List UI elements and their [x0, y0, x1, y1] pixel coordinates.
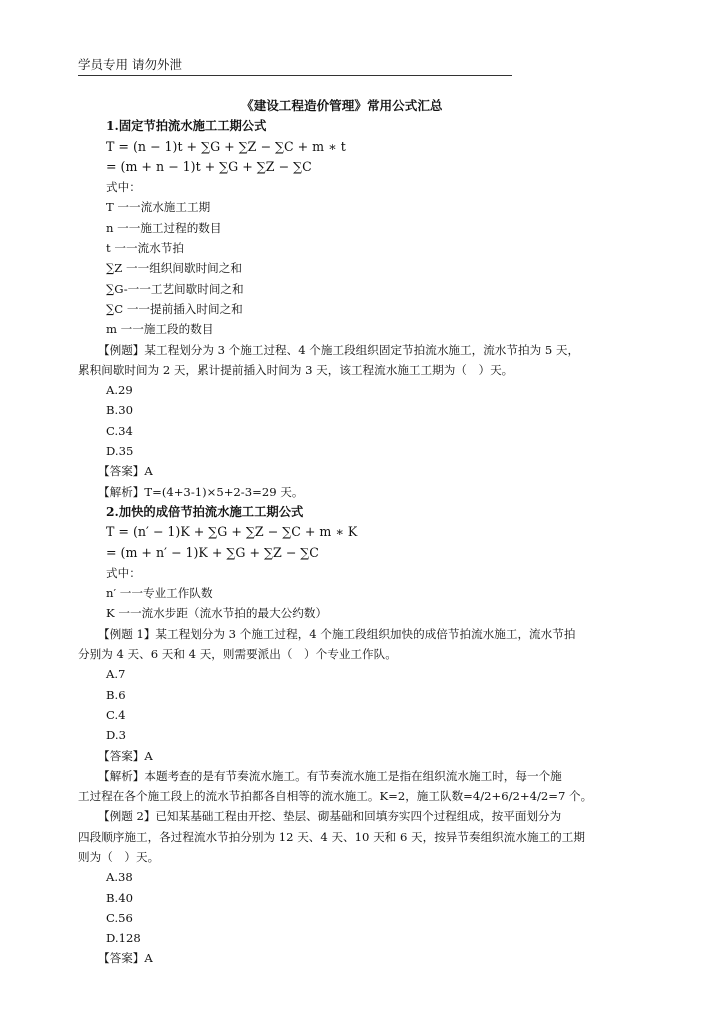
example-option: D.35	[106, 444, 134, 459]
section2-def: n′ 一一专业工作队数	[106, 586, 213, 601]
example-answer: 【答案】A	[98, 748, 153, 763]
example-question: 【例题 2】已知某基础工程由开挖、垫层、砌基础和回填夯实四个过程组成，按平面划分为	[98, 809, 562, 824]
section1-def: ∑C 一一提前插入时间之和	[106, 301, 243, 316]
document-body	[78, 96, 646, 969]
example-question: 【例题 1】某工程划分为 3 个施工过程，4 个施工段组织加快的成倍节拍流水施工，流水节拍	[98, 626, 576, 641]
section2-where: 式中：	[106, 565, 141, 580]
section1-def: t 一一流水节拍	[106, 241, 184, 256]
example-option: A.29	[106, 383, 133, 398]
example-option: B.30	[106, 403, 133, 418]
section2-def: K 一一流水步距（流水节拍的最大公约数）	[106, 606, 328, 621]
page-header	[78, 56, 512, 76]
document-title: 《建设工程造价管理》常用公式汇总	[241, 98, 443, 113]
section1-formula-1: T = (n − 1)t + ∑G + ∑Z − ∑C + m ∗ t	[106, 138, 346, 154]
example-option: C.34	[106, 423, 133, 438]
example-option: A.38	[106, 870, 133, 885]
section2-formula-2: = (m + n′ − 1)K + ∑G + ∑Z − ∑C	[106, 544, 319, 560]
section1-def: m 一一施工段的数目	[106, 322, 214, 337]
example-option: D.3	[106, 728, 126, 743]
example-analysis: 【解析】本题考查的是有节奏流水施工。有节奏流水施工是指在组织流水施工时，每一个施	[98, 768, 562, 783]
section2-heading: 2.加快的成倍节拍流水施工工期公式	[106, 503, 304, 519]
section1-def: ∑Z 一一组织间歇时间之和	[106, 261, 242, 276]
section1-where: 式中：	[106, 180, 141, 195]
example-option: C.4	[106, 707, 126, 722]
section1-formula-2: = (m + n − 1)t + ∑G + ∑Z − ∑C	[106, 158, 312, 174]
section2-formula-1: T = (n′ − 1)K + ∑G + ∑Z − ∑C + m ∗ K	[106, 524, 358, 540]
example-option: D.128	[106, 931, 141, 946]
example-analysis: 工过程在各个施工段上的流水节拍都各自相等的流水施工。K=2，施工队数=4/2+6/2+4/2=7 个。	[78, 789, 593, 804]
header-divider	[78, 75, 512, 76]
example-question: 累积间歇时间为 2 天，累计提前插入时间为 3 天，该工程流水施工工期为（ ）天。	[78, 362, 514, 377]
example-question: 分别为 4 天、6 天和 4 天，则需要派出（ ）个专业工作队。	[78, 647, 397, 662]
section1-heading: 1.固定节拍流水施工工期公式	[106, 118, 267, 134]
section1-def: ∑G-一一工艺间歇时间之和	[106, 281, 244, 296]
section1-def: n 一一施工过程的数目	[106, 220, 222, 235]
header-watermark-text: 学员专用 请勿外泄	[78, 57, 182, 72]
example-question: 【例题】某工程划分为 3 个施工过程、4 个施工段组织固定节拍流水施工，流水节拍为 5 天，	[98, 342, 580, 357]
example-option: A.7	[106, 667, 126, 682]
example-option: B.40	[106, 890, 133, 905]
example-answer: 【答案】A	[98, 951, 153, 966]
example-question: 四段顺序施工，各过程流水节拍分别为 12 天、4 天、10 天和 6 天，按异节奏组织流水施工的工期	[78, 829, 585, 844]
example-option: B.6	[106, 687, 126, 702]
section1-def: T 一一流水施工工期	[106, 200, 211, 215]
example-question: 则为（ ）天。	[78, 849, 160, 864]
example-option: C.56	[106, 910, 133, 925]
example-analysis: 【解析】T=(4+3-1)×5+2-3=29 天。	[98, 484, 304, 499]
example-answer: 【答案】A	[98, 464, 153, 479]
